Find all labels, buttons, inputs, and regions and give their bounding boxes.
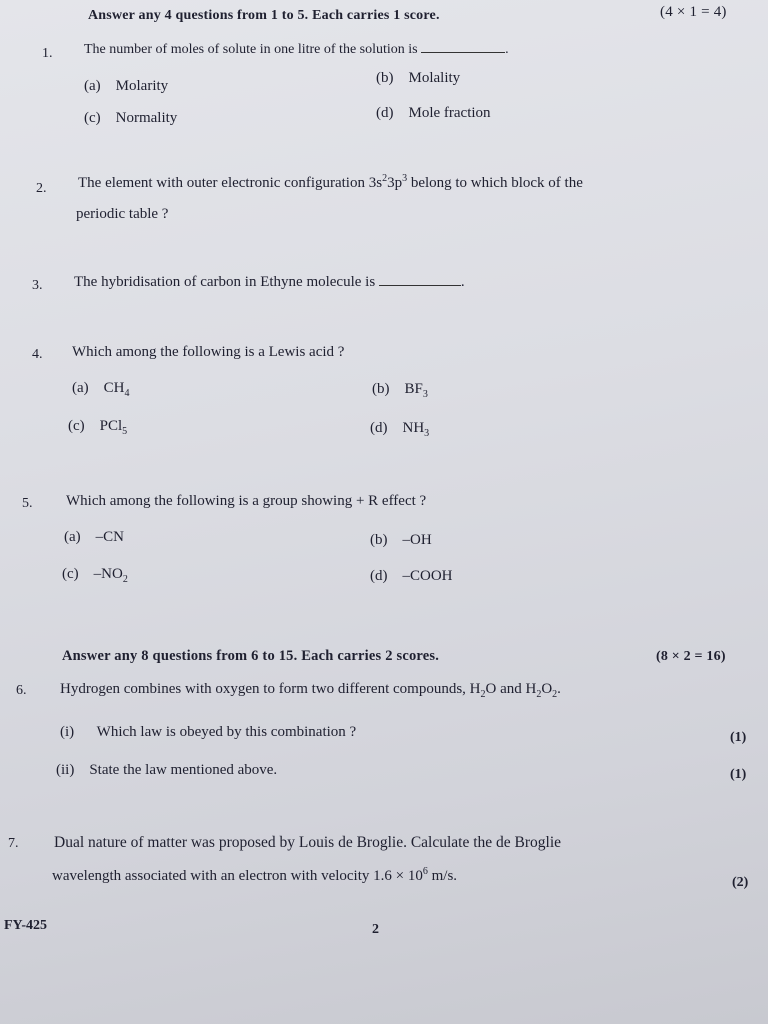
question-1-stem: The number of moles of solute in one litre of the solution is (84, 42, 418, 57)
section-b-instruction: Answer any 8 questions from 6 to 15. Each carries 2 scores. (62, 648, 440, 664)
option-label: (d) (376, 105, 394, 121)
option-label: (b) (372, 381, 390, 397)
q1-option-a (84, 78, 168, 95)
option-label: (a) (84, 78, 101, 94)
option-text: CH (103, 380, 125, 396)
sub-question-label: (ii) (56, 762, 75, 778)
section-a-instruction: Answer any 4 questions from 1 to 5. Each carries 1 score. (88, 8, 440, 23)
question-3-blank (379, 284, 461, 286)
q6-sub-i (60, 724, 356, 741)
option-text: Normality (115, 110, 178, 126)
q6-sub-ii-marks: (1) (730, 767, 747, 782)
section-a-marks: (4 × 1 = 4) (660, 4, 727, 20)
question-6-number: 6. (16, 683, 27, 698)
question-7-line-2 (52, 868, 457, 885)
q6-sub-i-marks: (1) (730, 730, 747, 745)
option-label: (d) (370, 568, 388, 584)
subscript: 2 (480, 689, 486, 700)
q7-marks: (2) (732, 875, 749, 890)
subscript: 4 (124, 388, 130, 399)
question-2-line-2: periodic table ? (76, 206, 169, 222)
sub-question-text: Which law is obeyed by this combination ? (96, 724, 357, 740)
question-1-blank (421, 51, 505, 53)
superscript: 2 (382, 173, 388, 184)
option-label: (c) (62, 566, 79, 582)
question-1-period: . (505, 42, 509, 57)
question-6-stem: O and H (485, 681, 537, 697)
question-1-number: 1. (42, 46, 53, 61)
option-label: (c) (84, 110, 101, 126)
paper-code: FY-425 (4, 918, 48, 933)
q1-option-b (376, 70, 460, 87)
page-number: 2 (372, 922, 379, 937)
option-text: Molarity (115, 78, 169, 94)
q1-option-d (376, 105, 491, 122)
question-7-number: 7. (8, 836, 19, 851)
q5-option-c (62, 566, 128, 583)
question-3-text (74, 274, 465, 291)
option-text: BF (404, 381, 423, 397)
question-3-period: . (460, 274, 465, 290)
question-4-number: 4. (32, 347, 43, 362)
q4-option-d (370, 420, 429, 437)
q5-option-d (370, 568, 453, 585)
question-2-text: belong to which block of the (407, 175, 583, 191)
question-6-text (60, 681, 561, 698)
superscript: 6 (422, 866, 428, 877)
option-text: –COOH (402, 568, 453, 584)
subscript: 2 (122, 574, 128, 585)
q5-option-a (64, 529, 124, 546)
option-text: Molality (408, 70, 461, 86)
subscript: 5 (122, 426, 128, 437)
question-5-number: 5. (22, 496, 33, 511)
question-3-stem: The hybridisation of carbon in Ethyne molecule is (74, 274, 376, 290)
q4-option-c (68, 418, 127, 435)
superscript: 3 (402, 173, 408, 184)
option-text: –NO (93, 566, 123, 582)
option-label: (d) (370, 420, 388, 436)
question-7-line-1: Dual nature of matter was proposed by Louis de Broglie. Calculate the de Broglie (54, 834, 562, 851)
option-text: –OH (402, 532, 432, 548)
subscript: 3 (422, 389, 428, 400)
option-text: PCl (99, 418, 123, 434)
option-text: NH (402, 420, 425, 436)
question-2-number: 2. (36, 181, 47, 196)
q4-option-a (72, 380, 130, 397)
option-label: (a) (64, 529, 81, 545)
q5-option-b (370, 532, 432, 549)
question-7-text: m/s. (427, 868, 458, 884)
section-b-marks: (8 × 2 = 16) (656, 649, 726, 664)
q4-option-b (372, 381, 428, 398)
subscript: 2 (536, 689, 542, 700)
question-2-text: 3p (387, 175, 403, 191)
subscript: 2 (552, 689, 558, 700)
option-text: –CN (95, 529, 124, 545)
question-1-text (84, 42, 509, 58)
question-3-number: 3. (32, 278, 43, 293)
question-4-text: Which among the following is a Lewis acid ? (72, 344, 345, 360)
option-label: (b) (370, 532, 388, 548)
question-2-text: The element with outer electronic configuration 3s (78, 175, 383, 191)
question-5-text: Which among the following is a group showing + R effect ? (66, 493, 427, 509)
option-label: (a) (72, 380, 89, 396)
question-6-stem: Hydrogen combines with oxygen to form two different compounds, H (60, 681, 481, 697)
question-6-stem: O (541, 681, 553, 697)
sub-question-text: State the law mentioned above. (89, 762, 278, 778)
subscript: 3 (424, 428, 430, 439)
q1-option-c (84, 110, 177, 127)
question-7-text: wavelength associated with an electron with velocity 1.6 × 10 (52, 868, 423, 884)
option-text: Mole fraction (408, 105, 491, 121)
option-label: (b) (376, 70, 394, 86)
q6-sub-ii (56, 762, 277, 779)
question-6-period: . (557, 681, 561, 697)
option-label: (c) (68, 418, 85, 434)
sub-question-label: (i) (60, 724, 75, 740)
question-2-line-1 (78, 175, 583, 192)
